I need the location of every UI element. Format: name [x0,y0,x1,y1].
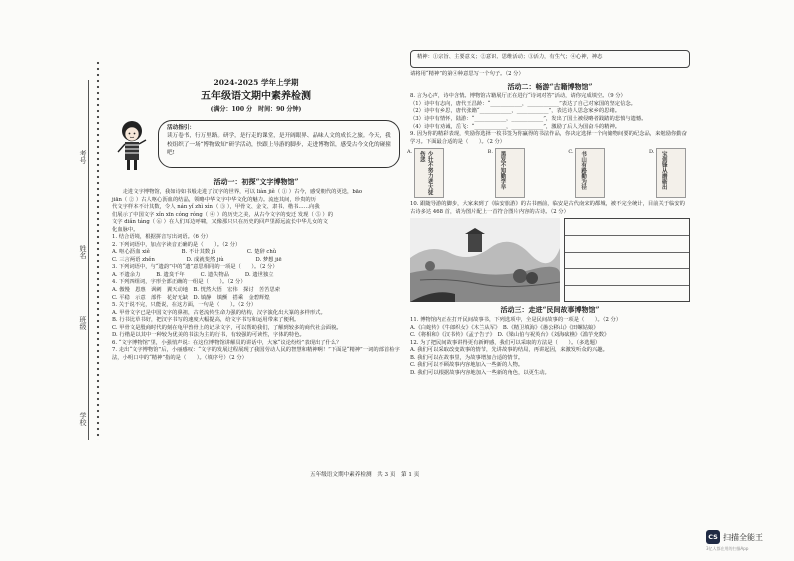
left-body-line: 3. 下列词语中，与“遗韵”中的“遗”意思相同的一项是（ ）。（2 分） [112,264,278,271]
left-body-line: 6. “文字博物馆”里，小强悄声说：在这位博物馆讲解员的讲话中，大家“议论纷纷”表现出了什么？ [112,339,342,346]
jingshen-sentence-question: 请将用“精神”的第④种意思写一个句子。（2 分） [410,71,524,77]
left-body-line: A. 呕心沥血 xiě B. 不计其数 jì C. 楚辞 chǔ [112,249,277,256]
right-body2-line: C. 我们可以不顾故事内容地加入一些新的人物。 [410,362,524,369]
right-body-line: （4）诗中有劝诫，岳飞：“____________，____________”，激励了后人为国奋斗的精神。 [410,123,621,130]
left-body-line: C. 平稳 示意 部件 花好无缺 D. 镇静 镇颤 搭乘 金碧辉煌 [112,294,270,301]
calligraphy-text: 书山有路勤为径 [580,151,587,190]
left-body-line: C. 三言两语 zhěn D. 成就斐然 jiù D. 梦想 jiē [112,256,282,263]
calligraphy-text: 少壮不努力老大徒伤悲 [418,151,433,196]
section-3-title: 活动三：走进“民间故事博物馆” [500,305,600,315]
right-body2-line: D. 我们可以根据故事内容地加入一些新的角色，以更生动。 [410,369,550,376]
left-body-line: 走进文字博物馆，我如诗如书般走进了汉字的世界，可以 liàn jiě（ ① ）古今，感受朝代的更迭，bāo [112,189,363,196]
left-body-line: 5. 关于说不完，只能说，在这方面，一句是（ ）。（2 分） [112,302,257,309]
scanner-name: 扫描全能王 [723,532,763,542]
right-body-line: 9. 因为你的精彩表现，奖励你选择一枚书签为你赢得的书法作品，你决定选择一个向储物间要的纪念品，来勉励你勤奋学习。下面最合适的是（ ）。（2 分） [410,131,687,145]
right-body-line: （3）诗中有情怀，陆游：“____________，____________”，发出了国土被侵略者践踏的悲愤与遗憾。 [410,116,647,122]
camscanner-logo-icon: CS [706,530,720,544]
option-label: D. [648,149,655,156]
left-body-line: A. 不遗余力 B. 遗臭千年 C. 遗失物品 D. 遗世独立 [112,271,274,278]
calligraphy-option [648,148,686,198]
guide-girl-illustration [112,118,152,174]
right-body2-line: A. 我们可以采取改变故事的情节，先讲故事的结局，再讲起因，来激发听众的兴趣。 [410,347,608,354]
left-body-line: C. 甲骨文是殷商时代的刻在龟甲兽骨上的记录文字，可以帮助我们，了解到较多的商代社会面貌。 [112,324,342,331]
school-year: 2024-2025 学年上学期 [213,78,299,87]
right-body-2 [410,317,690,377]
scanner-subtitle: 3亿人都在用的扫描App [706,546,749,551]
question-10: 10. 跟随导游的脚步，大家来到了《临安旅游》的古书画前，临安是古代南宋的都城，被不完全统计，目前关于临安的古诗多达 468 首，请为图片配上一首符合图片内容的古诗。（2 分） [410,201,685,215]
left-body-line: 2. 下列词语中，加点字读音正确的是（ ）。（2 分） [112,241,241,248]
binding-dotted-line [96,60,100,440]
left-body-line: 4. 下列四组词，字形全部正确的一组是（ ）。（2 分） [112,279,246,286]
intro-panel [112,118,400,174]
activity-guide-bubble [158,120,400,168]
left-body-line: 代文字样本不计其数，令人 nán yǐ zhì xìn（ ③ ），甲骨文、金文、隶书、楷书……向我 [112,204,320,211]
right-body2-line: 11. 博物馆内正在打开民间故事书，下列选项中，全是民间故事的一项是（ ）。（2 分） [410,317,622,324]
intro-heading: 活动指引： [167,125,195,132]
left-body-line: D. 行楷是以其中一种较为优美的书法为主的行书，有较强的可读性，字体的特色。 [112,332,305,339]
kaohao-label: 考号 [79,150,87,164]
section-1-title: 活动一：初探“文字博物馆” [213,177,299,187]
calligraphy-option [487,148,525,198]
banji-label: 班级 [79,316,87,330]
calligraphy-option [568,148,605,198]
xingming-label: 姓名 [79,245,87,259]
page-title: 五年级语文期中素养检测 [201,90,311,102]
jingshen-meanings-box: 精神：①宗旨、主要意义；②意识、思维活动；③活力，有生气；④心神，神态 [410,50,690,68]
calligraphy-option [407,148,444,198]
xuexiao-label: 学校 [79,412,87,426]
option-label: B. [487,149,493,156]
right-body2-line: C.《将相和》《汉书传》《孟子告子》 D.《梁山伯与祝英台》《刘海砍樵》《滥竽充数》 [410,332,610,339]
right-body-line: （2）诗中有乡思，唐代张籍“____________，____________”，表达诗人思念家乡的思绪。 [410,108,621,115]
left-body-line: 文字 diǎn táng（ ⑥ ）在人们耳边呼啸，又像那只只在历史的回声里源远流长中华儿女的文 [112,219,328,226]
intro-text: 读万卷书，行万里路。研学，是行走的课堂，是开阔眼界、品味人文的成长之旅。今天，我校组织了一场“博物致知”研学活动，快跟上导游的脚步，走进博物馆，感受古今文化的碰撞吧! [167,133,391,156]
section-2-title: 活动二：畅游“古籍博物馆” [507,81,593,91]
left-body-line: jiān（ ② ）古人呕心沥血的结晶，领略中华文字中华文化的魅力。流连其间，珍贵的历 [112,196,316,203]
left-body-line: A. 傲慢 恩惠 讽刺 翼天动地 B. 恍然大悟 宏伟 探讨 苦苦思索 [112,286,281,293]
right-body [410,93,690,146]
right-body2-line: A.《白蛇传》《牛郎织女》《木兰从军》 B.《精卫填海》《愚公移山》《田螺姑娘》 [410,324,599,331]
binding-margin [0,0,112,470]
right-column [407,50,690,470]
right-body-line: （1）诗中有志向，唐代王昌龄：“____________，____________”表达了自己对家国的坚定信念。 [410,100,636,107]
left-body-line: B. 行书比草书好，把汉字书写的速度大幅提高，给文字书写和运用带来了便利。 [112,317,300,324]
poem-answer-lines[interactable] [564,218,690,302]
left-body [112,189,400,362]
option-label: C. [568,149,574,156]
option-label: A. [407,149,413,156]
calligraphy-text: 宝剑锋从磨砺出 [660,151,667,190]
left-body-line: 1. 结合语境，根据拼音写出词语。（6 分） [112,234,212,241]
right-body-line: 8. 言为心声，诗中含情。博物馆古籍展厅正在进行“诗词对答”活动，请你完成填空。（9 分） [410,93,626,100]
calligraphy-text: 黑发不知勤学早 [499,151,506,190]
left-body-line: 们展示了中国文字 xǐn xīn cóng róng（ ④ ）的历史之美，从古今文字的变迁 发现（ ⑤ ）的 [112,211,334,218]
right-body2-line: 12. 为了把民间故事讲得更有新鲜感，我们可以采取的方法是（ ）。（多选题） [410,339,601,346]
right-body2-line: B. 我们可以在故事里，为故事增加合适的情节。 [410,354,524,361]
scanner-watermark [706,530,763,544]
page-footer: 五年级语文期中素养检测 共 3 页 第 1 页 [310,472,420,478]
painting-and-answer [410,218,690,302]
landscape-painting [410,218,560,302]
left-body-line: 7. 走出“文字博物馆”后，小丽感叹：“文字的发展过程展现了我国劳动人民的智慧和精神啊！”下面是“精神”一词的部首检字法，小明口中的“精神”指的是（ ）。（填序号）（2 分） [112,347,400,361]
left-body-line: A. 甲骨文字已是中国文字的鼻祖，古老流传生命力强的结构，汉字演化出大篆的多样形式。 [112,309,326,316]
left-column [112,50,400,470]
score-time: (满分：100 分 时间：90 分钟) [210,105,302,113]
binding-line [88,80,89,440]
left-body-line: 化血脉中。 [112,226,139,233]
calligraphy-options [407,148,690,198]
